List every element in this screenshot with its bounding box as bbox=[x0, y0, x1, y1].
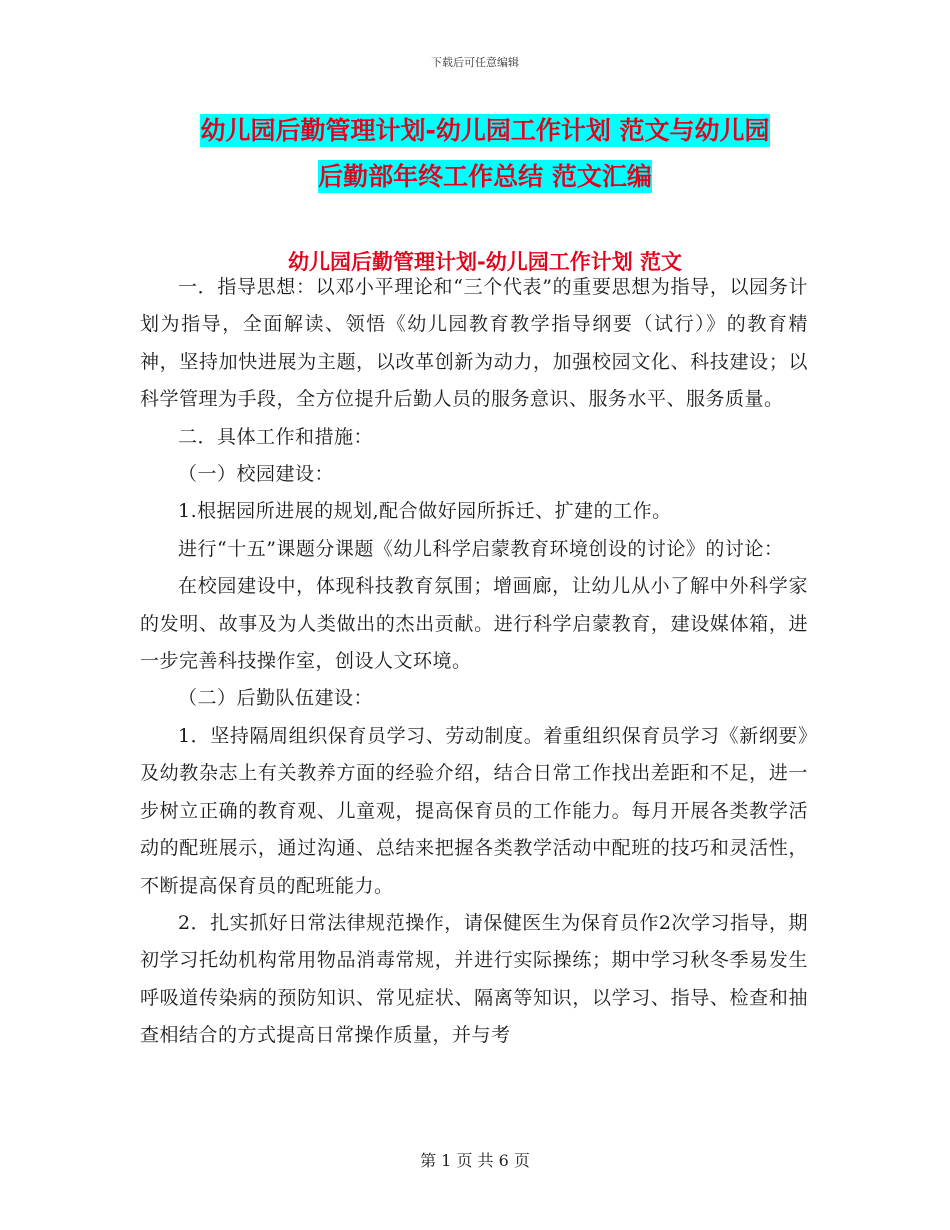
paragraph: 1.根据园所进展的规划,配合做好园所拆迁、扩建的工作。 bbox=[178, 500, 672, 523]
header-note: 下载后可任意编辑 bbox=[431, 56, 519, 69]
document-body bbox=[140, 269, 808, 1055]
paragraph: 在校园建设中，体现科技教育氛围；增画廊，让幼儿从小了解中外科学家的发明、故事及为人类做出的杰出贡献。进行科学启蒙教育，建设媒体箱，进一步完善科技操作室，创设人文环境。 bbox=[140, 575, 808, 673]
document-title bbox=[140, 108, 830, 200]
paragraph: 2．扎实抓好日常法律规范操作，请保健医生为保育员作2次学习指导，期初学习托幼机构常用物品消毒常规，并进行实际操练；期中学习秋冬季易发生呼吸道传染病的预防知识、常见症状、隔离等知识，以学习、指导、检查和抽查相结合的方式提高日常操作质量，并与考 bbox=[140, 911, 808, 1047]
paragraph: 一．指导思想：以邓小平理论和“三个代表”的重要思想为指导，以园务计划为指导，全面解读、领悟《幼儿园教育教学指导纲要（试行）》的教育精神，坚持加快进展为主题，以改革创新为动力，加强校园文化、科技建设；以科学管理为手段，全方位提升后勤人员的服务意识、服务水平、服务质量。 bbox=[140, 276, 808, 411]
paragraph: 进行“十五”课题分课题《幼儿科学启蒙教育环境创设的讨论》的讨论： bbox=[178, 537, 784, 560]
section-title: 幼儿园后勤管理计划-幼儿园工作计划 范文 bbox=[287, 250, 683, 274]
paragraph: 1．坚持隔周组织保育员学习、劳动制度。着重组织保育员学习《新纲要》及幼教杂志上有关教养方面的经验介绍，结合日常工作找出差距和不足，进一步树立正确的教育观、儿童观，提高保育员的工作能力。每月开展各类教学活动的配班展示，通过沟通、总结来把握各类教学活动中配班的技巧和灵活性，不断提高保育员的配班能力。 bbox=[140, 724, 808, 897]
paragraph: （一）校园建设： bbox=[178, 463, 335, 486]
paragraph: （二）后勤队伍建设： bbox=[178, 687, 374, 710]
title-line-1: 幼儿园后勤管理计划-幼儿园工作计划 范文与幼儿园 bbox=[200, 116, 770, 145]
page-footer: 第 1 页 共 6 页 bbox=[420, 1151, 530, 1170]
title-line-2: 后勤部年终工作总结 范文汇编 bbox=[318, 162, 652, 191]
paragraph: 二．具体工作和措施： bbox=[178, 425, 374, 448]
